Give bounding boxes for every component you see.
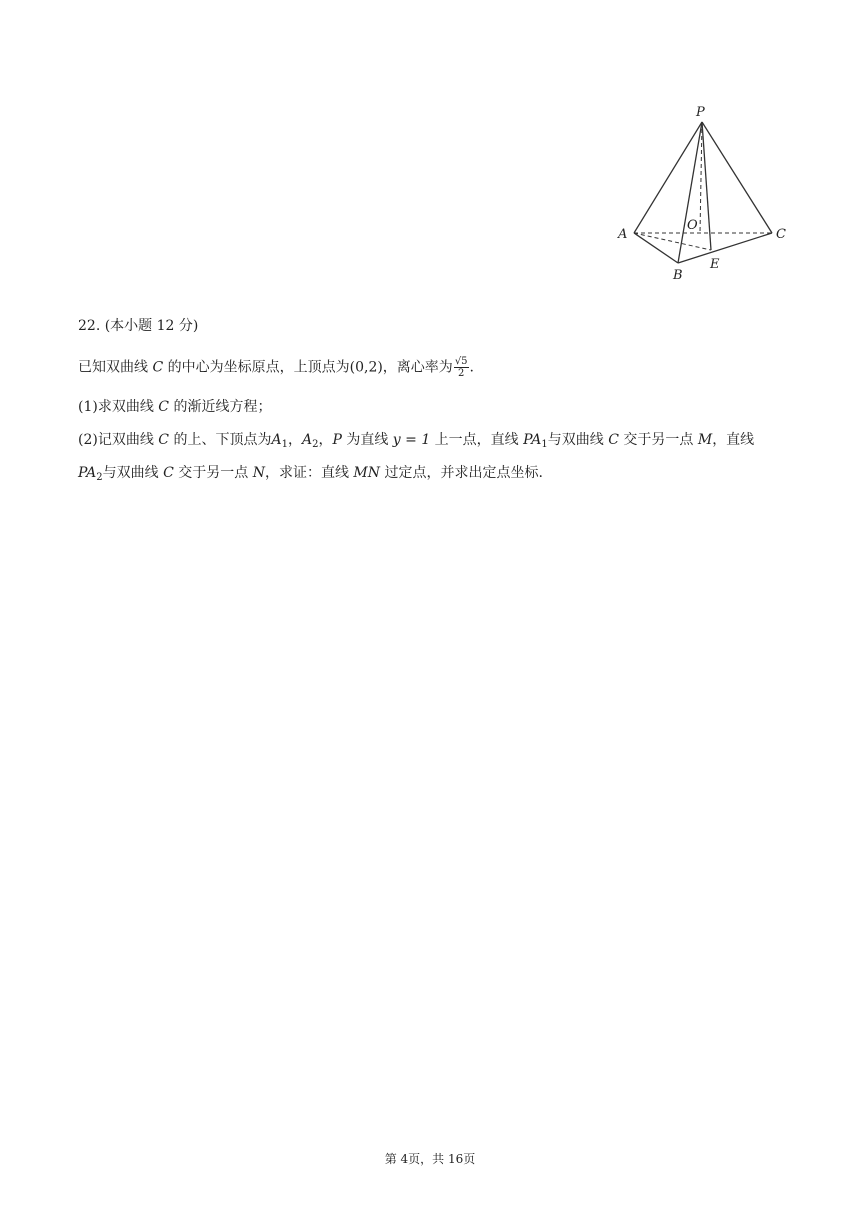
label-E: E [710, 257, 720, 272]
label-O: O [687, 218, 698, 233]
subscript-2: 2 [312, 439, 319, 450]
label-B: B [673, 268, 683, 283]
math-C: C [152, 359, 164, 376]
part2-text: 交于另一点 [618, 432, 698, 448]
intro-text-1: 已知双曲线 [78, 359, 153, 376]
math-C: C [158, 399, 169, 415]
part2-text: ， [287, 432, 302, 448]
question-header: 22. (本小题 12 分) [78, 318, 199, 334]
part2-text: 过定点，并求出定点坐标. [380, 465, 543, 481]
math-MN: MN [353, 465, 380, 481]
part1-text-2: 的渐近线方程； [169, 399, 272, 415]
page-footer: 第 4页，共 16页 [384, 1152, 476, 1166]
subscript-2: 2 [96, 472, 103, 483]
part2-text: 上一点，直线 [430, 432, 524, 448]
part2-text: 交于另一点 [173, 465, 253, 481]
math-P: P [332, 432, 342, 448]
fraction-numerator: √5 [454, 356, 468, 367]
intro-text-2: 的中心为坐标原点，上顶点为(0,2)，离心率为 [163, 359, 453, 376]
part1-text-1: (1)求双曲线 [78, 399, 159, 415]
label-C: C [776, 227, 786, 242]
part2-text: 的上、下顶点为 [169, 432, 272, 448]
label-A: A [618, 227, 628, 242]
subscript-1: 1 [541, 439, 548, 450]
math-A1: A [271, 432, 282, 448]
math-equation: y = 1 [392, 432, 431, 448]
pyramid-figure [610, 98, 810, 288]
label-P: P [696, 105, 705, 120]
intro-text-3: . [469, 359, 474, 376]
part2-text: 与双曲线 [547, 432, 609, 448]
eccentricity-fraction [454, 356, 469, 379]
fraction-denominator: 2 [457, 368, 465, 379]
pyramid-diagram [610, 98, 810, 288]
part2-text: (2)记双曲线 [78, 432, 159, 448]
math-N: N [252, 465, 265, 481]
math-C: C [608, 432, 619, 448]
part2-text: ， [318, 432, 333, 448]
part2-text: ，直线 [712, 432, 755, 448]
edge-PO [700, 122, 702, 233]
math-PA2: PA [78, 465, 97, 481]
math-PA1: PA [523, 432, 542, 448]
edge-PA [634, 122, 702, 233]
question-part-1 [78, 397, 271, 417]
math-A2: A [301, 432, 313, 448]
edge-BC [678, 233, 772, 263]
question-part-2-line-2 [78, 463, 543, 488]
question-part-2-line-1 [78, 430, 754, 455]
edge-PE [702, 122, 711, 250]
math-C: C [158, 432, 169, 448]
math-C: C [163, 465, 174, 481]
edge-PB [678, 122, 702, 263]
part2-text: 与双曲线 [102, 465, 164, 481]
part2-text: ，求证：直线 [264, 465, 354, 481]
subscript-1: 1 [281, 439, 288, 450]
math-M: M [697, 432, 713, 448]
part2-text: 为直线 [341, 432, 393, 448]
edge-PC [702, 122, 772, 233]
question-intro [78, 356, 474, 379]
